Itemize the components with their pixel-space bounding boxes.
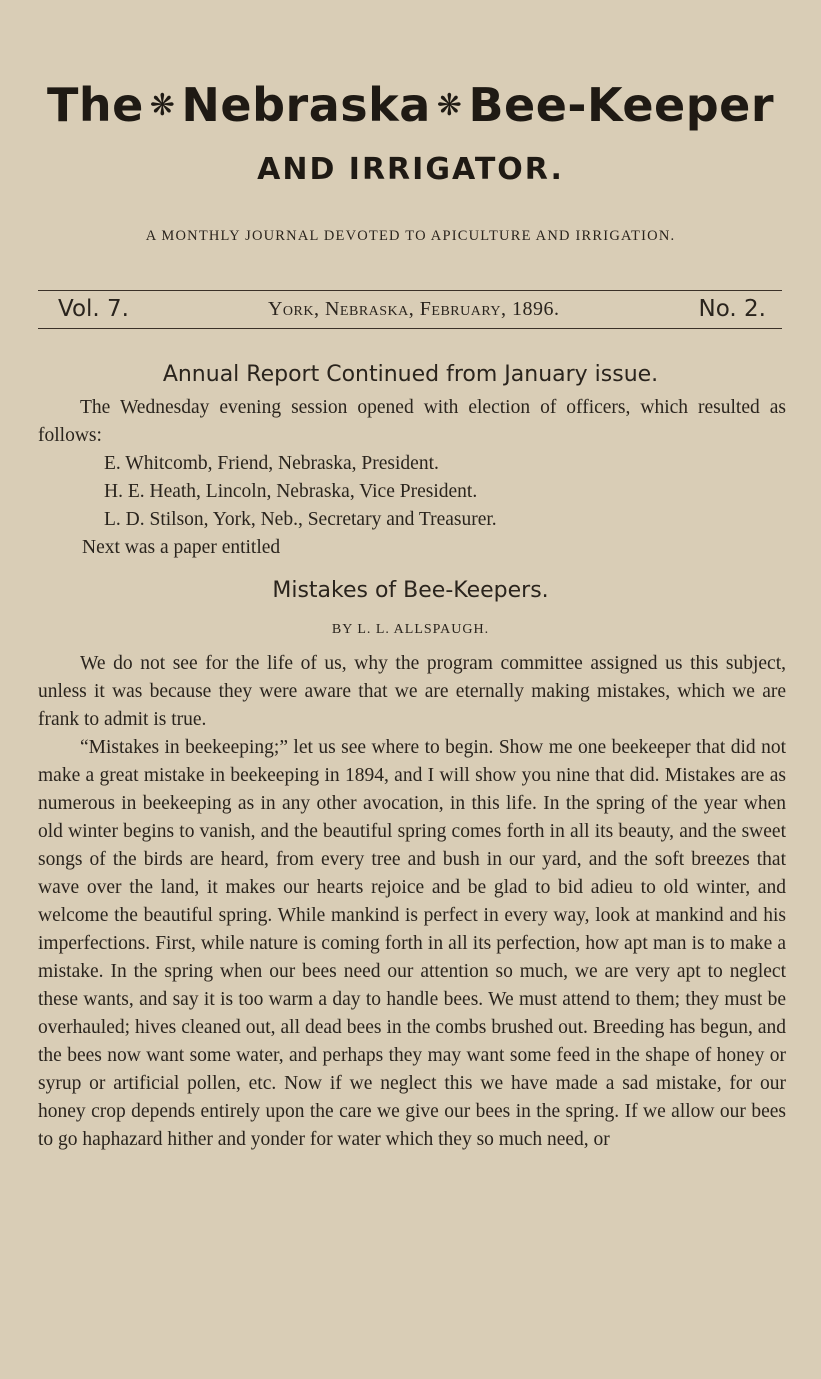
issue-line xyxy=(58,292,766,326)
officer-line: H. E. Heath, Lincoln, Nebraska, Vice President. xyxy=(104,481,478,502)
masthead-the: The xyxy=(46,78,144,132)
officer-line: L. D. Stilson, York, Neb., Secretary and Treasurer. xyxy=(104,509,497,530)
ornament-icon: ❋ xyxy=(149,88,176,123)
masthead-beekeeper: Bee-Keeper xyxy=(468,78,775,132)
report-section xyxy=(38,394,786,562)
issue-number: No. 2. xyxy=(698,296,766,322)
article-paragraph: We do not see for the life of us, why the program committee assigned us this subject, unless it was because they were aware that we are eternally making mistakes, which we are frank to admit is true. xyxy=(38,653,786,730)
article-byline: BY L. L. ALLSPAUGH. xyxy=(331,622,490,637)
report-intro: The Wednesday evening session opened with election of officers, which resulted as follows: xyxy=(38,397,786,446)
article-body xyxy=(38,650,786,1154)
masthead-title xyxy=(0,78,821,132)
masthead-nebraska: Nebraska xyxy=(181,78,431,132)
report-heading: Annual Report Continued from January issue. xyxy=(162,362,659,387)
report-next: Next was a paper entitled xyxy=(82,537,281,558)
header-rule-bottom xyxy=(38,328,782,329)
volume-label: Vol. 7. xyxy=(58,296,129,322)
journal-tagline: A MONTHLY JOURNAL DEVOTED TO APICULTURE AND IRRIGATION. xyxy=(145,228,676,244)
ornament-icon: ❋ xyxy=(436,88,463,123)
article-title: Mistakes of Bee-Keepers. xyxy=(272,578,549,603)
dateline: York, Nebraska, February, 1896. xyxy=(267,297,560,320)
officer-line: E. Whitcomb, Friend, Nebraska, President. xyxy=(104,453,439,474)
header-rule-top xyxy=(38,290,782,291)
masthead-subtitle: AND IRRIGATOR. xyxy=(257,152,564,187)
article-paragraph: “Mistakes in beekeeping;” let us see where to begin. Show me one beekeeper that did not make a great mistake in beekeeping in 1894, and I will show you nine that did. Mistakes are as numerous in beekeeping as in any other avocation, in this life. In the spring of the year when old winter begins to vanish, and the beautiful spring comes forth in all its beauty, and the sweet songs of the birds are heard, from every tree and bush in our yard, and the soft breezes that wave over the land, it makes our hearts rejoice and be glad to bid adieu to old winter, and welcome the beautiful spring. While mankind is perfect in every way, look at mankind and his imperfections. First, while nature is coming forth in all its perfection, how apt man is to make a mistake. In the spring when our bees need our attention so much, we are very apt to neglect these wants, and say it is too warm a day to handle bees. We must attend to them; they must be overhauled; hives cleaned out, all dead bees in the combs brushed out. Breeding has begun, and the bees now want some water, and perhaps they may want some feed in the shape of honey or syrup or artificial pollen, etc. Now if we neglect this we have made a sad mistake, for our honey crop depends entirely upon the care we give our bees in the spring. If we allow our bees to go haphazard hither and yonder for water which they so much need, or xyxy=(38,737,786,1150)
